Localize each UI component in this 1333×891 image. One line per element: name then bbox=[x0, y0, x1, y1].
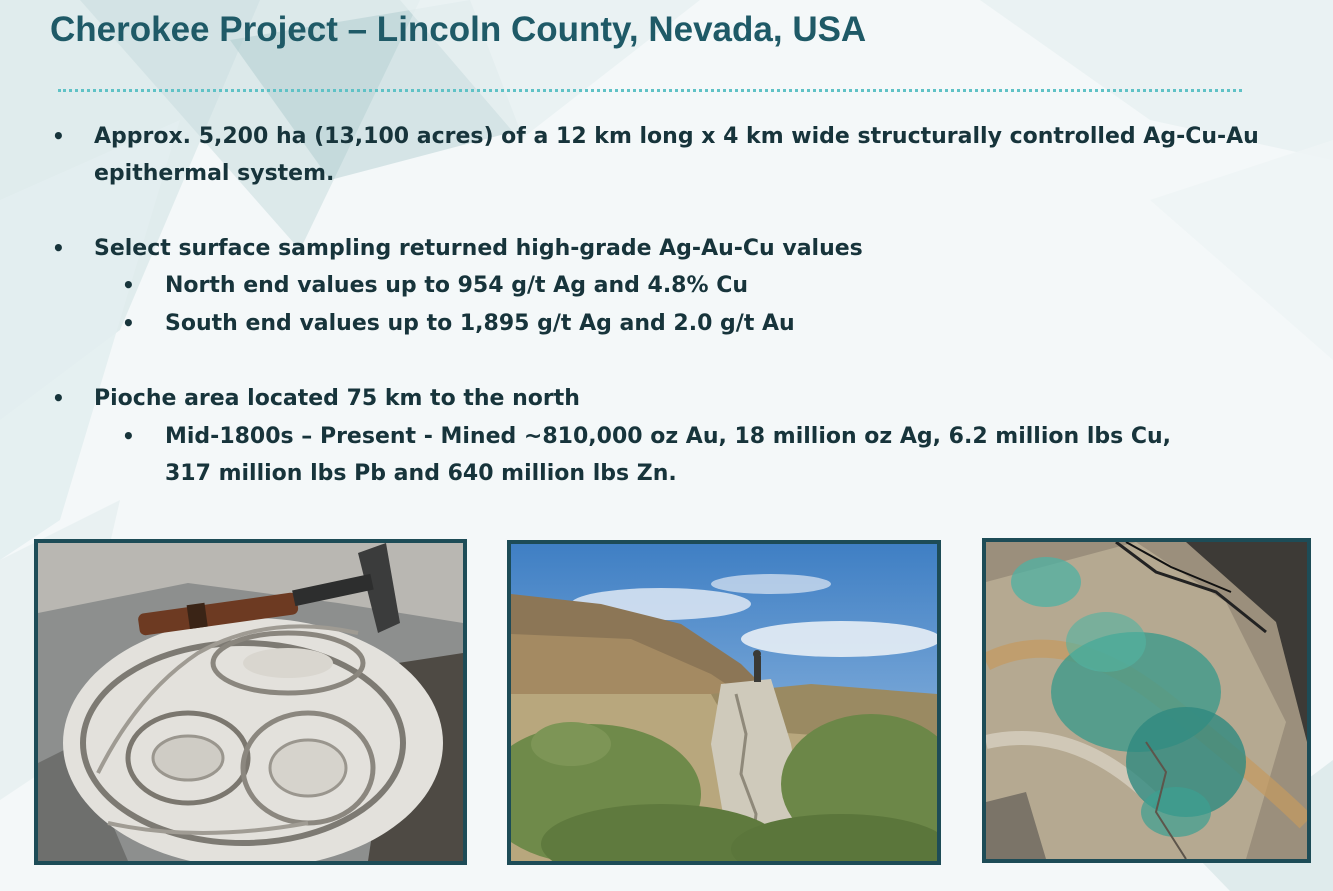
title-divider bbox=[58, 89, 1242, 92]
bullet-1-line-2: epithermal system. bbox=[94, 161, 335, 186]
bullet-marker: • bbox=[52, 386, 65, 410]
bullet-2-sub-2: South end values up to 1,895 g/t Ag and 2.0 g/t Au bbox=[165, 311, 795, 336]
banded-vein-rock-with-hammer-photo bbox=[34, 539, 467, 865]
slide-title: Cherokee Project – Lincoln County, Nevada, USA bbox=[50, 10, 867, 49]
copper-stained-rock-photo bbox=[982, 538, 1311, 863]
bullet-2-line-1: Select surface sampling returned high-grade Ag-Au-Cu values bbox=[94, 236, 863, 261]
bullet-3-sub-line-1: Mid-1800s – Present - Mined ~810,000 oz Au, 18 million oz Ag, 6.2 million lbs Cu, bbox=[165, 424, 1172, 449]
bullet-marker: • bbox=[52, 124, 65, 148]
hillside-outcrop-landscape-photo bbox=[507, 540, 941, 865]
bullet-1-line-1: Approx. 5,200 ha (13,100 acres) of a 12 km long x 4 km wide structurally controlled Ag-Cu-Au bbox=[94, 124, 1259, 149]
bullet-2-sub-1: North end values up to 954 g/t Ag and 4.8% Cu bbox=[165, 273, 748, 298]
sub-bullet-marker: • bbox=[122, 424, 135, 448]
bullet-3-line-1: Pioche area located 75 km to the north bbox=[94, 386, 580, 411]
sub-bullet-marker: • bbox=[122, 273, 135, 297]
sub-bullet-marker: • bbox=[122, 311, 135, 335]
bullet-3-sub-line-2: 317 million lbs Pb and 640 million lbs Zn. bbox=[165, 461, 677, 486]
bullet-marker: • bbox=[52, 236, 65, 260]
